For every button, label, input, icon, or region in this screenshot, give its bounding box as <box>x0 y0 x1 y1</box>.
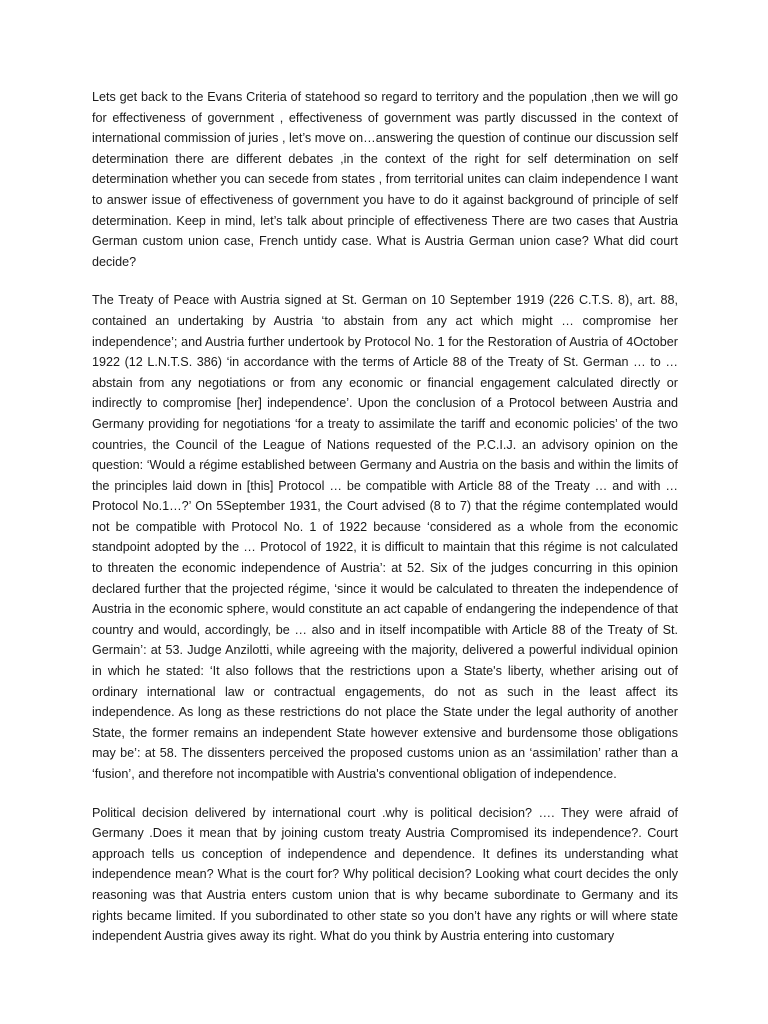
document-page <box>92 87 678 965</box>
paragraph-treaty-case: The Treaty of Peace with Austria signed at St. German on 10 September 1919 (226 C.T.S. 8), art. 88, contained an undertaking by Austria ‘to abstain from any act which might … compromise her independence’; and Austria further undertook by Protocol No. 1 for the Restoration of Austria of 4October 1922 (12 L.N.T.S. 386) ‘in accordance with the terms of Article 88 of the Treaty of St. German … to … abstain from any negotiations or from any economic or financial engagement calculated directly or indirectly to compromise [her] independence’. Upon the conclusion of a Protocol between Austria and Germany providing for negotiations ‘for a treaty to assimilate the tariff and economic policies’ of the two countries, the Council of the League of Nations requested of the P.C.I.J. an advisory opinion on the question: ‘Would a régime established between Germany and Austria on the basis and within the limits of the principles laid down in [this] Protocol … be compatible with Article 88 of the Treaty … and with … Protocol No.1…?’ On 5September 1931, the Court advised (8 to 7) that the régime contemplated would not be compatible with Protocol No. 1 of 1922 because ‘considered as a whole from the economic standpoint adopted by the … Protocol of 1922, it is difficult to maintain that this régime is not calculated to threaten the economic independence of Austria’: at 52. Six of the judges concurring in this opinion declared further that the projected régime, ‘since it would be calculated to threaten the independence of Austria in the economic sphere, would constitute an act capable of endangering the independence of that country and would, accordingly, be … also and in itself incompatible with Article 88 of the Treaty of St. Germain’: at 53. Judge Anzilotti, while agreeing with the majority, delivered a powerful individual opinion in which he stated: ‘It also follows that the restrictions upon a State's liberty, whether arising out of ordinary international law or contractual engagements, do not as such in the least affect its independence. As long as these restrictions do not place the State under the legal authority of another State, the former remains an independent State however extensive and burdensome those obligations may be’: at 58. The dissenters perceived the proposed customs union as an ‘assimilation’ rather than a ‘fusion’, and therefore not incompatible with Austria's conventional obligation of independence. <box>92 293 678 781</box>
paragraph-political-decision: Political decision delivered by international court .why is political decision? …. They were afraid of Germany .Does it mean that by joining custom treaty Austria Compromised its independence?. Court approach tells us conception of independence and dependence. It defines its understanding what independence mean? What is the court for? Why political decision? Looking what court decides the only reasoning was that Austria enters custom union that is why became subordinate to Germany and its rights became limited. If you subordinated to other state so you don’t have any rights or will where state independent Austria gives away its right. What do you think by Austria entering into customary <box>92 805 678 944</box>
paragraph-intro: Lets get back to the Evans Criteria of statehood so regard to territory and the population ,then we will go for effectiveness of government , effectiveness of government was partly discussed in the context of international commission of juries , let’s move on…answering the question of continue our discussion self determination there are different debates ,in the context of the right for self determination on self determination whether you can secede from states , from territorial unites can claim independence I want to answer issue of effectiveness of government you have to do it against background of principle of self determination. Keep in mind, let’s talk about principle of effectiveness There are two cases that Austria German custom union case, French untidy case. What is Austria German union case? What did court decide? <box>92 90 678 269</box>
